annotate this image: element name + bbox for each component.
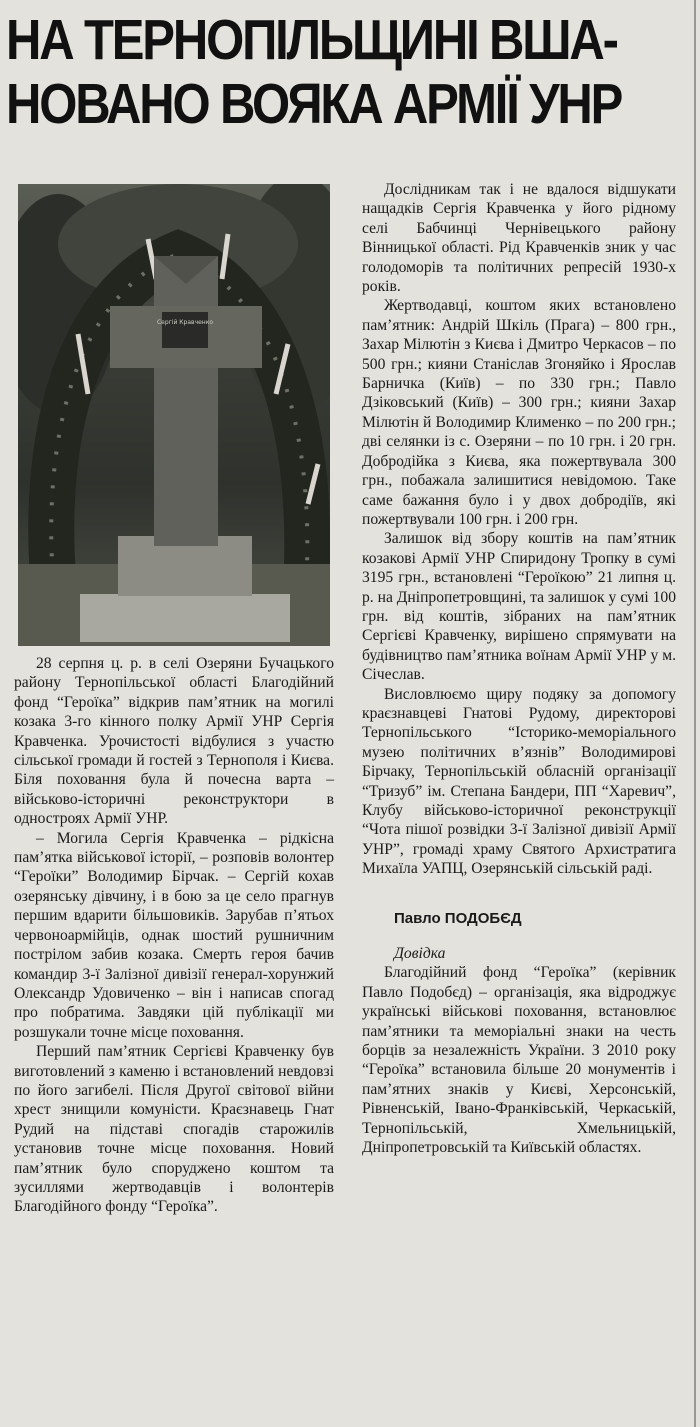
plaque-text: Сергій Кравченко: [156, 319, 214, 326]
memorial-photo: [18, 184, 330, 646]
headline-line-1: НА ТЕРНОПІЛЬЩИНІ ВША-: [6, 8, 617, 72]
paragraph: 28 серпня ц. р. в селі Озеряни Бучацького району Тернопільської області Благодійний фонд “Героїка” відкрив пам’ятник на могилі козака 3-го кінного полку Армії УНР Сергія Кравченка. Урочистості відбулися з участю сільської громади й гостей з Тернополя і Києва. Біля поховання була й почесна варта – військово-історичні реконструктори в одностроях Армії УНР.: [14, 655, 334, 828]
paragraph: Жертводавці, коштом яких встановлено пам’ятник: Андрій Шкіль (Прага) – 800 грн., Захар Мілютін з Києва і Дмитро Черкасов – по 500 грн.; кияни Станіслав Згоняйко і Ярослав Барничка (Київ) – по 330 грн.; Павло Дзіковський (Київ) – 300 грн.; кияни Захар Мілютін й Володимир Клименко – по 200 грн.; дві селянки із с. Озеряни – по 10 грн. і 20 грн. Добродійка з Києва, яка пожертвувала 300 грн., побажала залишитися невідомою. Таке саме бажання було і у двох добродіїв, які пожертвували 100 грн. і 200 грн.: [362, 297, 676, 528]
memorial-cross-illustration: [18, 184, 330, 646]
author-byline: Павло ПОДОБЄД: [394, 909, 522, 927]
note-text: Благодійний фонд “Героїка” (керівник Павло Подобєд) – організація, яка відроджує українські військові поховання, встановлює пам’ятники та меморіальні знаки на честь борців за незалежність України. З 2010 року “Героїка” встановила більше 20 монументів і пам’ятних знаків у Києві, Херсонській, Рівненській, Івано-Франківській, Черкаській, Тернопільській, Хмельницькій, Дніпропетровській та Київській областях.: [362, 964, 676, 1157]
paragraph: – Могила Сергія Кравченка – рідкісна пам’ятка військової історії, – розповів волонтер “Героїки” Володимир Бірчак. – Сергій кохав озерянську дівчину, і в бою за це село прагнув першим вдарити більшовиків. Зарубав п’ятьох червоноармійців, однак шостий рушничним пострілом забив козака. Смерть героя бачив командир 3-ї Залізної дивізії генерал-хорунжий Олександр Удовиченко – він і написав спогад про побратима. Завдяки цій публікації ми розшукали точне місце поховання.: [14, 829, 334, 1041]
left-column: [14, 654, 334, 1217]
note-heading: Довідка: [394, 945, 446, 963]
column-divider: [694, 0, 696, 1427]
paragraph: Перший пам’ятник Сергієві Кравченку був виготовлений з каменю і встановлений невдовзі по його загибелі. Після Другої світової війни хрест знищили комуністи. Краєзнавець Гнат Рудий на підставі спогадів старожилів установив точне місце поховання. Новий пам’ятник було споруджено коштом та зусиллями жертводавців і волонтерів Благодійного фонду “Героїка”.: [14, 1043, 334, 1216]
paragraph: Висловлюємо щиру подяку за допомогу краєзнавцеві Гнатові Рудому, директорові Тернопільського “Історико-меморіального музею політичних в’язнів” Володимирові Бірчаку, Тернопільській обласній організації “Тризуб” ім. Степана Бандери, ПП “Харевич”, Клубу військово-історичної реконструкції “Чота пішої розвідки 3-ї Залізної дивізії Армії УНР”, громаді храму Святого Архистратига Михаїла УАПЦ, Озерянській сільській раді.: [362, 685, 676, 878]
headline: [6, 8, 622, 136]
paragraph: Залишок від збору коштів на пам’ятник козакові Армії УНР Спиридону Тропку в сумі 3195 грн., встановлені “Героїкою” 21 липня ц. р. на Дніпропетровщині, та залишок у сумі 100 грн. від коштів, зібраних на пам’ятник Сергієві Кравченку, вирішено спрямувати на будівництво пам’ятника воїнам Армії УНР у м. Січеслав.: [362, 530, 677, 684]
paragraph: Дослідникам так і не вдалося відшукати нащадків Сергія Кравченка у його рідному селі Бабчинці Чернівецького району Вінницької області. Рід Кравченків зник у час голодоморів та політичних репресій 1930-х років.: [362, 181, 676, 296]
right-column: [362, 180, 676, 1158]
headline-line-2: НОВАНО ВОЯКА АРМІЇ УНР: [6, 72, 622, 136]
